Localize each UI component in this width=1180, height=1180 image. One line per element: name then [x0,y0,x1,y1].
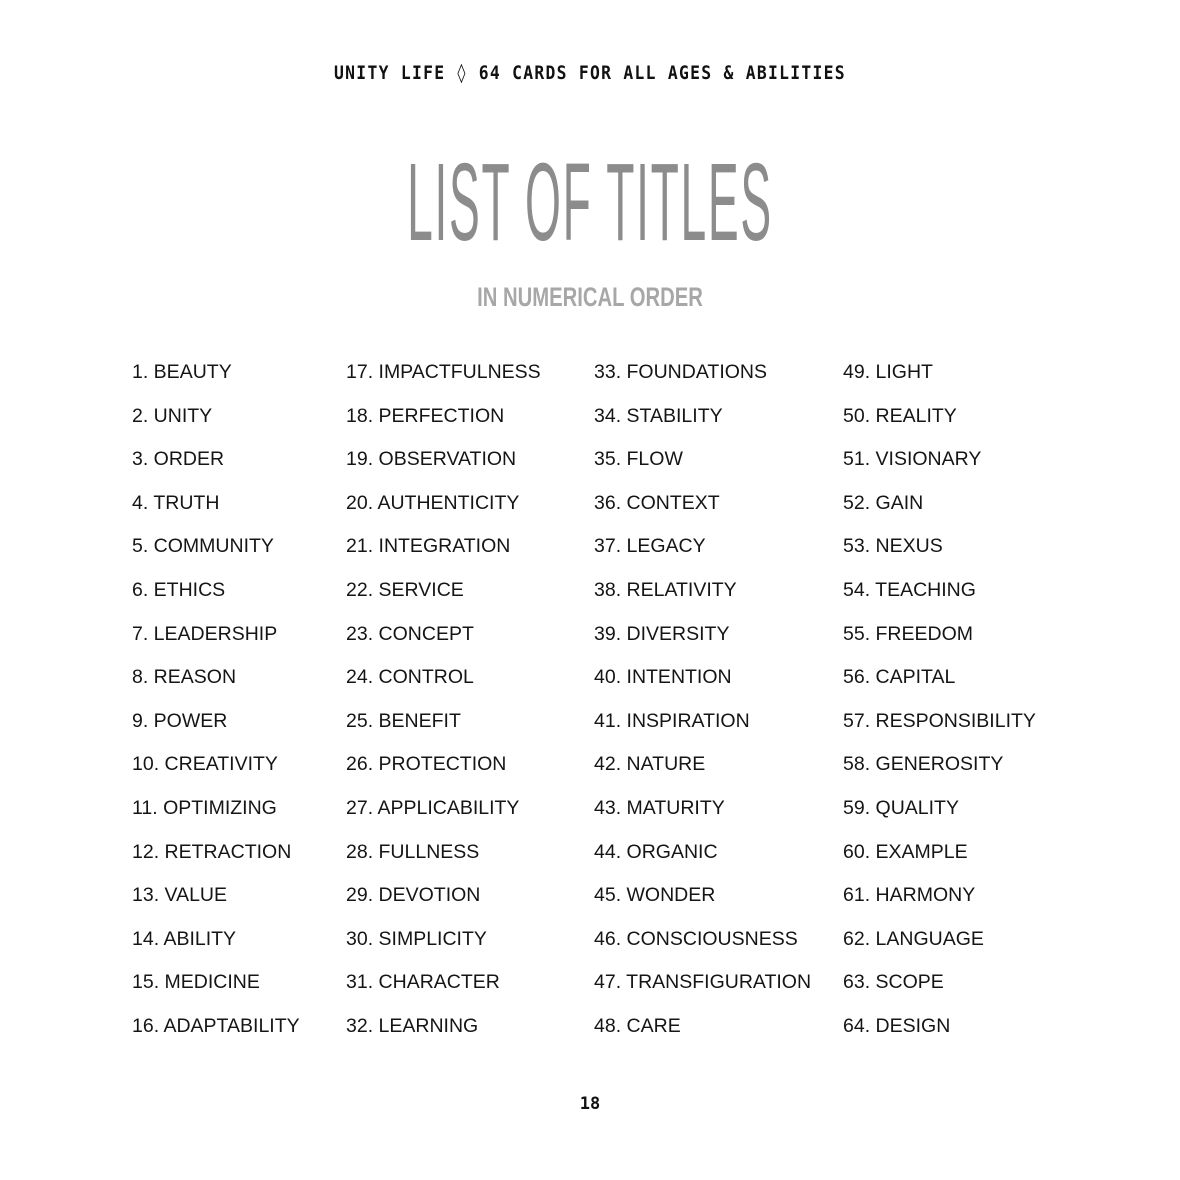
list-item: 43. MATURITY [594,796,725,819]
list-item: 26. PROTECTION [346,753,507,776]
list-item: 14. ABILITY [132,927,237,950]
list-item: 52. GAIN [843,491,924,514]
list-item: 56. CAPITAL [843,666,956,689]
list-item: 17. IMPACTFULNESS [346,361,541,383]
list-item: 59. QUALITY [843,796,959,819]
list-item: 64. DESIGN [843,1014,951,1037]
list-item: 62. LANGUAGE [843,927,984,950]
list-item: 10. CREATIVITY [132,753,278,776]
list-item: 41. INSPIRATION [594,709,750,732]
titles-column-1 [132,357,300,1055]
list-item: 46. CONSCIOUSNESS [594,927,798,950]
list-item: 32. LEARNING [346,1014,479,1037]
list-item: 63. SCOPE [843,971,944,994]
page-number: 18 [579,1094,601,1114]
list-item: 1. BEAUTY [132,361,232,383]
list-item: 4. TRUTH [132,491,220,514]
titles-column-3-list [594,357,811,1055]
list-item: 39. DIVERSITY [594,622,730,645]
list-item: 48. CARE [594,1014,681,1037]
page-title: LIST OF TITLES [407,141,773,264]
list-item: 31. CHARACTER [346,971,500,994]
list-item: 2. UNITY [132,404,213,427]
list-item: 8. REASON [132,666,237,689]
list-item: 30. SIMPLICITY [346,927,487,950]
list-item: 36. CONTEXT [594,491,720,514]
list-item: 45. WONDER [594,884,716,907]
list-item: 60. EXAMPLE [843,840,968,863]
list-item: 57. RESPONSIBILITY [843,709,1036,732]
list-item: 42. NATURE [594,753,706,776]
list-item: 20. AUTHENTICITY [346,491,520,514]
list-item: 50. REALITY [843,404,957,427]
titles-column-4 [843,357,1036,1055]
list-item: 5. COMMUNITY [132,535,274,558]
list-item: 58. GENEROSITY [843,753,1004,776]
list-item: 6. ETHICS [132,578,226,601]
list-item: 38. RELATIVITY [594,578,737,601]
titles-column-4-list [843,357,1036,1055]
list-item: 33. FOUNDATIONS [594,361,767,383]
list-item: 12. RETRACTION [132,840,292,863]
list-item: 61. HARMONY [843,884,976,907]
list-item: 53. NEXUS [843,535,943,558]
titles-column-3 [594,357,811,1055]
list-item: 47. TRANSFIGURATION [594,971,812,994]
list-item: 51. VISIONARY [843,448,982,471]
page-subtitle: IN NUMERICAL ORDER [477,282,703,312]
list-item: 28. FULLNESS [346,840,480,863]
titles-column-2 [346,357,541,1055]
list-item: 25. BENEFIT [346,709,461,732]
list-item: 16. ADAPTABILITY [132,1014,300,1037]
titles-column-2-list [346,357,541,1055]
list-item: 55. FREEDOM [843,622,974,645]
list-item: 54. TEACHING [843,578,976,601]
titles-column-1-list [132,357,300,1055]
list-item: 15. MEDICINE [132,971,260,994]
list-item: 22. SERVICE [346,578,464,601]
list-item: 23. CONCEPT [346,622,474,645]
list-item: 24. CONTROL [346,666,474,689]
list-item: 44. ORGANIC [594,840,718,863]
list-item: 49. LIGHT [843,361,933,383]
list-item: 3. ORDER [132,448,225,471]
list-item: 40. INTENTION [594,666,732,689]
list-item: 18. PERFECTION [346,404,505,427]
list-item: 27. APPLICABILITY [346,796,520,819]
list-item: 9. POWER [132,709,228,732]
running-header: UNITY LIFE ◊ 64 CARDS FOR ALL AGES & ABILITIES [334,62,846,84]
list-item: 13. VALUE [132,884,228,907]
list-item: 35. FLOW [594,448,683,471]
list-item: 29. DEVOTION [346,884,481,907]
list-item: 19. OBSERVATION [346,448,517,471]
list-item: 11. OPTIMIZING [132,796,277,819]
list-item: 34. STABILITY [594,404,723,427]
list-item: 37. LEGACY [594,535,706,558]
list-item: 21. INTEGRATION [346,535,511,558]
list-item: 7. LEADERSHIP [132,622,278,645]
